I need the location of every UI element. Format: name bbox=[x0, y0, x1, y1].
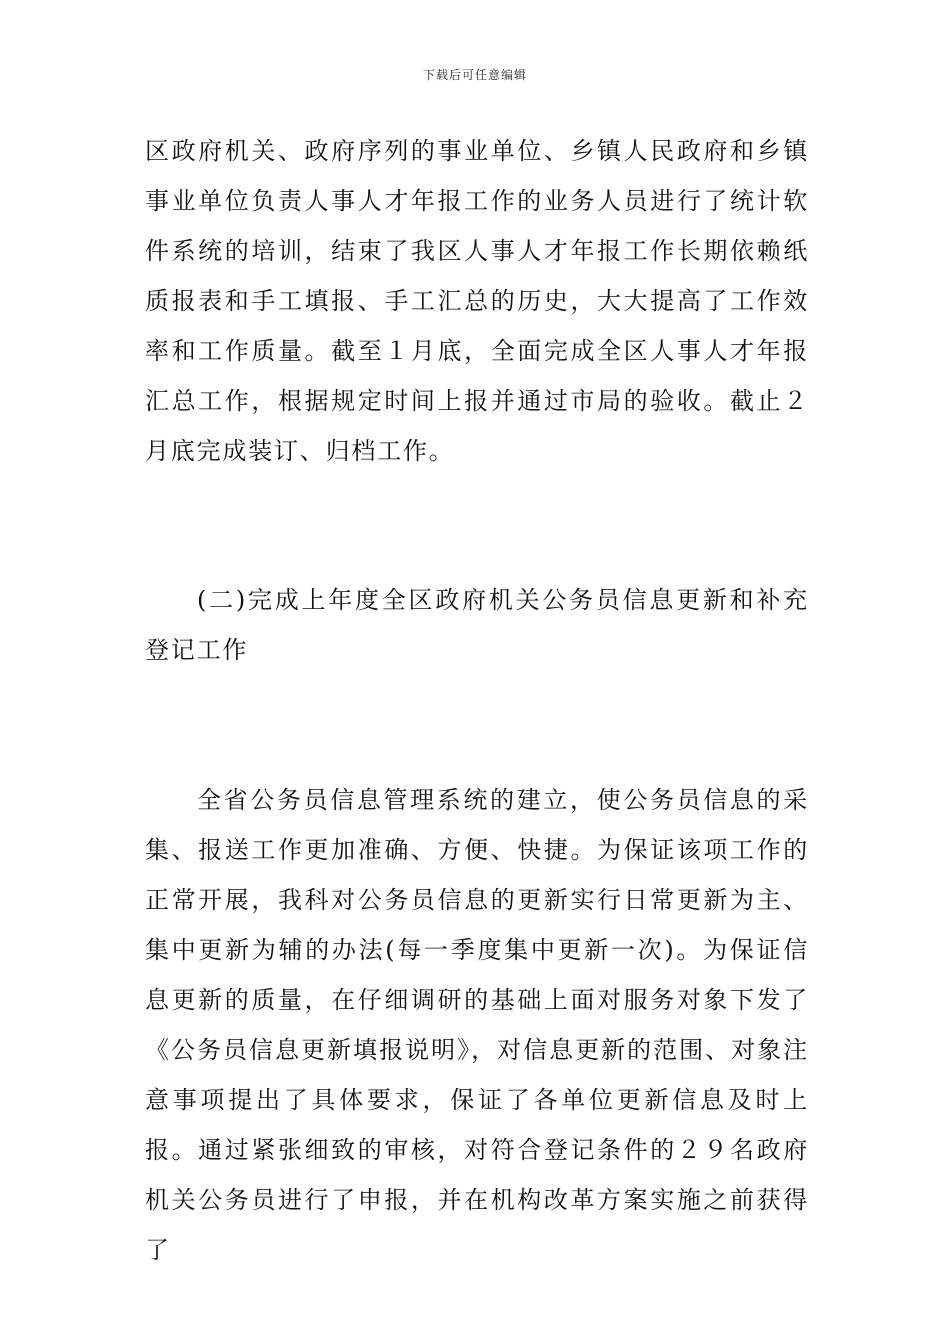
body-paragraph-1: 区政府机关、政府序列的事业单位、乡镇人民政府和乡镇事业单位负责人事人才年报工作的业务人员进行了统计软件系统的培训，结束了我区人事人才年报工作长期依赖纸质报表和手工填报、手工汇总的历史，大大提高了工作效率和工作质量。截至１月底，全面完成全区人事人才年报汇总工作，根据规定时间上报并通过市局的验收。截止２月底完成装订、归档工作。 bbox=[145, 137, 809, 465]
body-paragraph-2: 全省公务员信息管理系统的建立，使公务员信息的采集、报送工作更加准确、方便、快捷。为保证该项工作的正常开展，我科对公务员信息的更新实行日常更新为主、集中更新为辅的办法(每一季度集中更新一次)。为保证信息更新的质量，在仔细调研的基础上面对服务对象下发了《公务员信息更新填报说明》，对信息更新的范围、对象注意事项提出了具体要求，保证了各单位更新信息及时上报。通过紧张细致的审核，对符合登记条件的２９名政府机关公务员进行了申报，并在机构改革方案实施之前获得了 bbox=[145, 786, 809, 1264]
header-note: 下载后可任意编辑 bbox=[422, 68, 527, 82]
section-heading: (二)完成上年度全区政府机关公务员信息更新和补充登记工作 bbox=[145, 586, 809, 664]
